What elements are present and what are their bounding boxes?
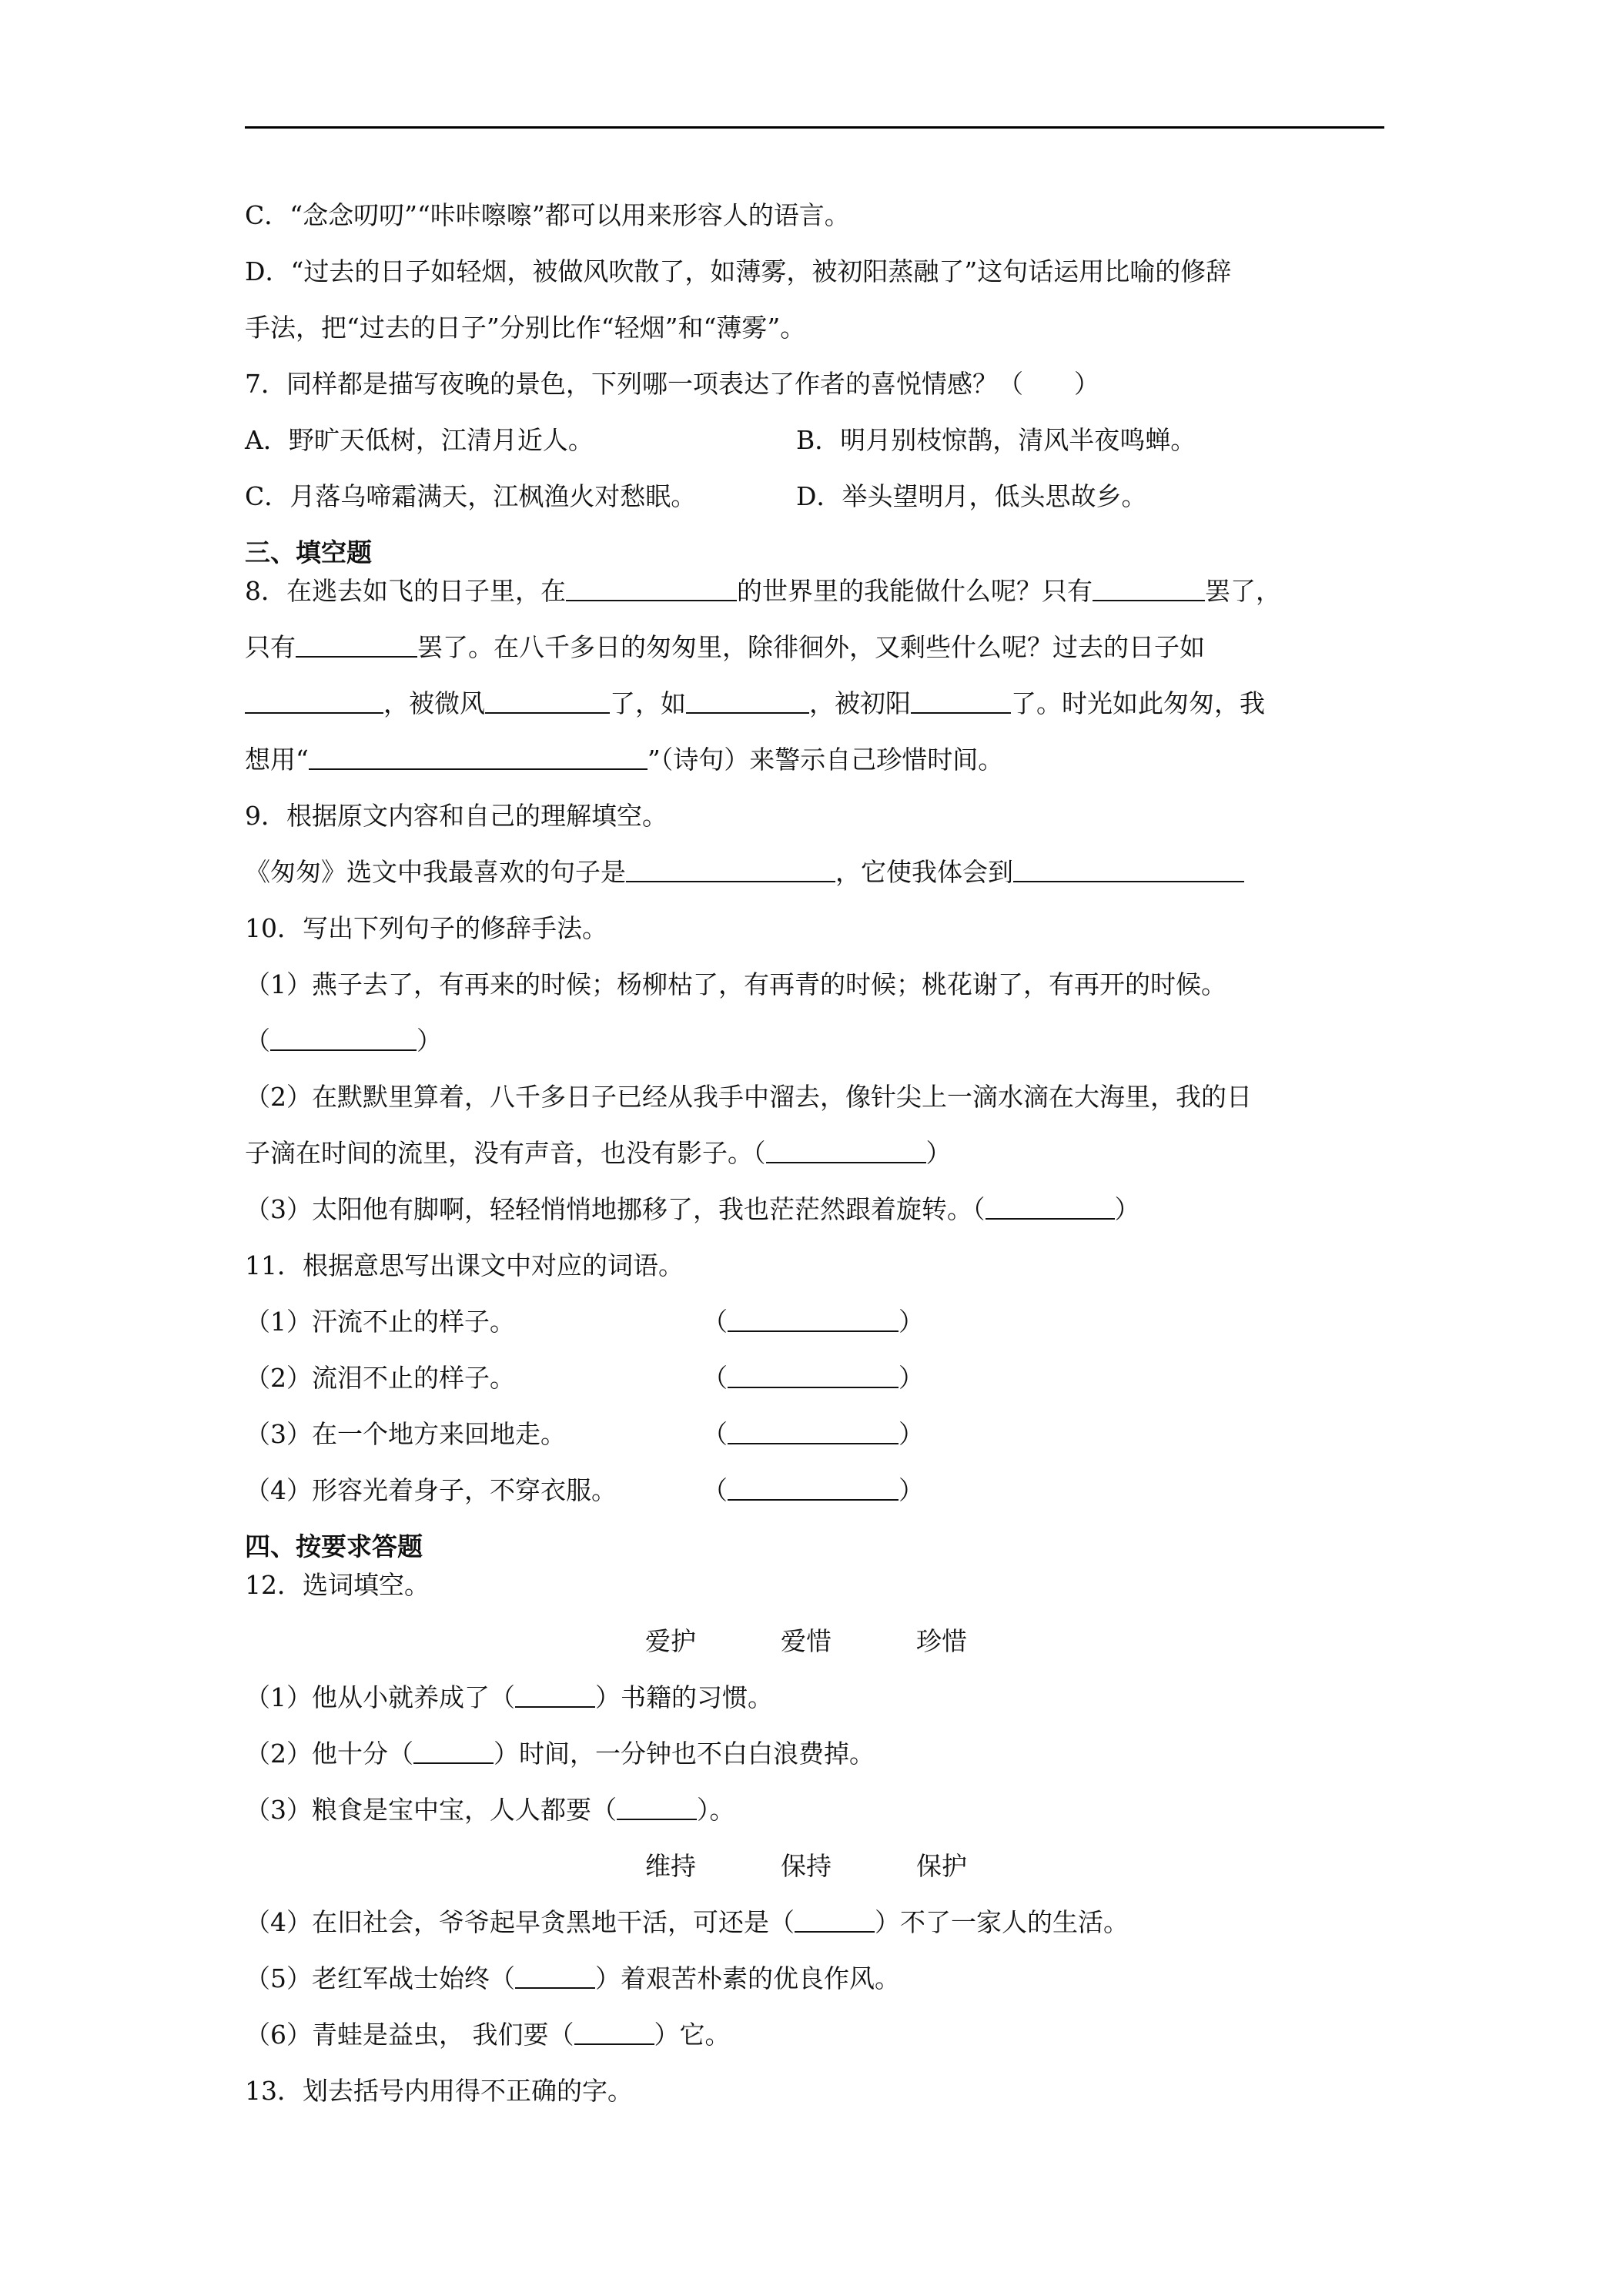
blank[interactable] — [1093, 574, 1205, 601]
q10-sentence-3: （3）太阳他有脚啊，轻轻悄悄地挪移了，我也茫茫然跟着旋转。（ ） — [245, 1194, 1140, 1224]
section-4-heading: 四、按要求答题 — [245, 1531, 423, 1561]
q9-line: 《匆匆》选文中我最喜欢的句子是 ，它使我体会到 — [245, 853, 1392, 909]
blank[interactable] — [296, 631, 417, 658]
q7-options-row2 — [245, 477, 1392, 534]
q13-stem: 13．划去括号内用得不正确的字。 — [245, 2076, 633, 2106]
blank[interactable] — [566, 574, 737, 601]
blank[interactable] — [728, 1361, 899, 1388]
blank[interactable] — [686, 687, 809, 714]
q12-sentence-1: （1）他从小就养成了（ ）书籍的习惯。 — [245, 1682, 773, 1712]
header-rule — [245, 126, 1384, 129]
q8-line3: ，被微风 了，如 ，被初阳 了。时光如此匆匆，我 — [245, 684, 1392, 741]
blank[interactable] — [270, 1024, 417, 1051]
blank[interactable] — [515, 1681, 595, 1708]
q7-option-b: B．明月别枝惊鹊，清风半夜鸣蝉。 — [796, 425, 1196, 455]
q6-option-d-line2: 手法，把“过去的日子”分别比作“轻烟”和“薄雾”。 — [245, 313, 806, 343]
q10-stem: 10．写出下列句子的修辞手法。 — [245, 913, 607, 943]
q10-answer-1: （ ） — [245, 1026, 442, 1056]
q11-item-4: （4）形容光着身子，不穿衣服。 （ ） — [245, 1475, 924, 1505]
blank[interactable] — [309, 743, 648, 770]
q12-word-bank-2 — [245, 1847, 1392, 1903]
q11-stem: 11．根据意思写出课文中对应的词语。 — [245, 1250, 684, 1280]
blank[interactable] — [728, 1305, 899, 1332]
q12-stem: 12．选词填空。 — [245, 1570, 430, 1600]
blank[interactable] — [485, 687, 610, 714]
word-option: 爱惜 — [781, 1626, 832, 1656]
q7-stem: 7．同样都是描写夜晚的景色，下列哪一项表达了作者的喜悦情感？（ ） — [245, 369, 1099, 399]
blank[interactable] — [515, 1962, 595, 1989]
blank[interactable] — [728, 1474, 899, 1501]
blank[interactable] — [1013, 855, 1244, 882]
q6-option-c: C．“念念叨叨”“咔咔嚓嚓”都可以用来形容人的语言。 — [245, 200, 850, 230]
word-option: 珍惜 — [916, 1626, 967, 1656]
q12-sentence-6: （6）青蛙是益虫， 我们要（ ）它。 — [245, 2020, 731, 2050]
q8-line1: 8．在逃去如飞的日子里，在 的世界里的我能做什么呢？只有 罢了， — [245, 576, 1281, 606]
q12-sentence-2: （2）他十分（ ）时间，一分钟也不白白浪费掉。 — [245, 1739, 875, 1769]
q11-item-3: （3）在一个地方来回地走。 （ ） — [245, 1419, 924, 1449]
q10-sentence-2-line1: （2）在默默里算着，八千多日子已经从我手中溜去，像针尖上一滴水滴在大海里，我的日 — [245, 1082, 1252, 1112]
blank[interactable] — [986, 1193, 1115, 1220]
worksheet-page — [245, 196, 1392, 2128]
q7-option-c: C．月落乌啼霜满天，江枫渔火对愁眠。 — [245, 481, 697, 511]
blank[interactable] — [728, 1417, 899, 1444]
word-option: 保护 — [916, 1851, 967, 1881]
q7-option-a: A．野旷天低树，江清月近人。 — [245, 425, 594, 455]
q6-option-d-line1: D．“过去的日子如轻烟，被做风吹散了，如薄雾，被初阳蒸融了”这句话运用比喻的修辞 — [245, 256, 1232, 286]
q10-sentence-2-line2: 子滴在时间的流里，没有声音，也没有影子。（ ） — [245, 1138, 952, 1168]
q12-sentence-4: （4）在旧社会，爷爷起早贪黑地干活，可还是（ ）不了一家人的生活。 — [245, 1907, 1129, 1937]
blank[interactable] — [413, 1737, 494, 1764]
q7-option-d: D．举头望明月，低头思故乡。 — [796, 481, 1147, 511]
word-option: 维持 — [645, 1851, 696, 1881]
blank[interactable] — [245, 687, 383, 714]
q8-line4: 想用“ ”（诗句）来警示自己珍惜时间。 — [245, 745, 1004, 775]
q11-item-1: （1）汗流不止的样子。 （ ） — [245, 1307, 924, 1337]
section-3-heading: 三、填空题 — [245, 537, 372, 567]
blank[interactable] — [795, 1906, 875, 1933]
q8-line2: 只有 罢了。在八千多日的匆匆里，除徘徊外，又剩些什么呢？过去的日子如 — [245, 632, 1205, 662]
q12-sentence-3: （3）粮食是宝中宝，人人都要（ ）。 — [245, 1795, 735, 1825]
blank[interactable] — [626, 855, 835, 882]
blank[interactable] — [617, 1793, 697, 1820]
q9-stem: 9．根据原文内容和自己的理解填空。 — [245, 801, 668, 831]
word-option: 爱护 — [645, 1626, 696, 1656]
q7-options-row1 — [245, 421, 1392, 477]
q12-sentence-5: （5）老红军战士始终（ ）着艰苦朴素的优良作风。 — [245, 1963, 900, 1993]
blank[interactable] — [766, 1136, 926, 1163]
blank[interactable] — [574, 2018, 654, 2045]
blank[interactable] — [911, 687, 1011, 714]
q10-sentence-1: （1）燕子去了，有再来的时候；杨柳枯了，有再青的时候；桃花谢了，有再开的时候。 — [245, 969, 1226, 999]
word-option: 保持 — [781, 1851, 832, 1881]
q11-item-2: （2）流泪不止的样子。 （ ） — [245, 1363, 924, 1393]
q12-word-bank-1 — [245, 1622, 1392, 1678]
